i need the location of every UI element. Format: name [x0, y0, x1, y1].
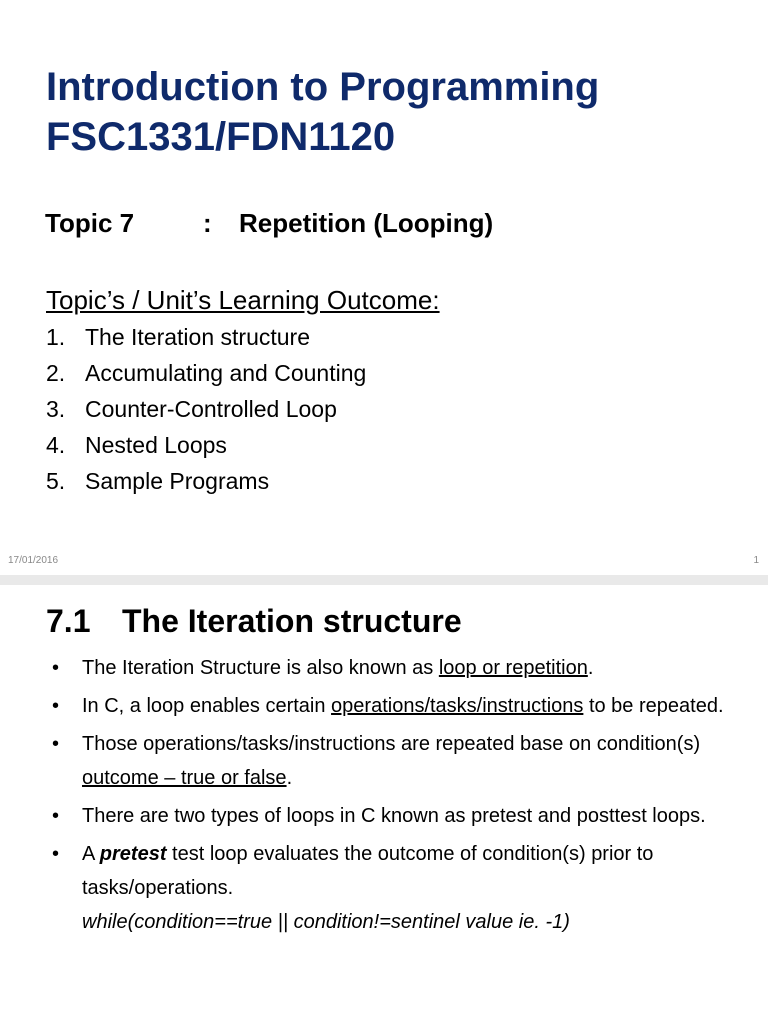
footer-page-number: 1: [753, 555, 759, 566]
code-example: while(condition==true || condition!=sentinel value ie. -1): [82, 911, 570, 933]
outcome-number: 5.: [46, 468, 66, 494]
bullet-item: [52, 837, 742, 939]
bullet-text: The Iteration Structure is also known as: [82, 657, 439, 679]
outcome-item: [46, 393, 366, 429]
bullet-text: There are two types of loops in C known as pretest and posttest loops.: [82, 805, 706, 827]
underlined-term: loop or repetition: [438, 657, 588, 679]
bullet-dot-icon: •: [52, 657, 60, 679]
bullet-text: In C, a loop enables certain: [82, 695, 332, 717]
outcome-number: 4.: [46, 432, 66, 458]
bullet-list: [52, 651, 742, 943]
underlined-term: outcome – true or false: [82, 767, 287, 789]
slide-separator: [0, 575, 768, 585]
learning-outcome-list: [46, 321, 366, 501]
bullet-item: [52, 651, 742, 685]
underlined-term: operations/tasks/instructions: [331, 695, 584, 717]
bullet-dot-icon: •: [52, 695, 60, 717]
slide-title: [46, 62, 599, 162]
topic-name: Repetition (Looping): [239, 208, 494, 238]
outcome-item: [46, 321, 366, 357]
outcome-text: Sample Programs: [85, 468, 270, 494]
outcome-item: [46, 357, 366, 393]
outcome-number: 3.: [46, 396, 66, 422]
outcome-number: 1.: [46, 324, 66, 350]
bullet-dot-icon: •: [52, 733, 60, 755]
bullet-dot-icon: •: [52, 805, 60, 827]
section-heading: [46, 601, 462, 641]
outcome-text: The Iteration structure: [85, 324, 310, 350]
bullet-text: .: [587, 657, 594, 679]
footer-date: 17/01/2016: [8, 555, 59, 566]
title-line-1: Introduction to Programming: [46, 65, 600, 109]
bullet-text: .: [286, 767, 293, 789]
bullet-text: Those operations/tasks/instructions are repeated base on condition(s): [82, 733, 701, 755]
topic-line: [45, 207, 493, 239]
bullet-text: test loop evaluates the outcome of condition(s) prior to tasks/operations.: [82, 843, 654, 899]
section-title: The Iteration structure: [122, 603, 462, 639]
bullet-item: [52, 799, 742, 833]
learning-outcome-heading: Topic’s / Unit’s Learning Outcome:: [46, 285, 440, 315]
emphasized-term: pretest: [99, 843, 167, 865]
outcome-item: [46, 429, 366, 465]
outcome-text: Nested Loops: [85, 432, 227, 458]
slide-2: [0, 585, 768, 1024]
title-line-2: FSC1331/FDN1120: [46, 115, 396, 159]
bullet-text: to be repeated.: [583, 695, 724, 717]
outcome-text: Counter-Controlled Loop: [85, 396, 337, 422]
topic-colon: :: [203, 208, 212, 238]
section-number: 7.1: [46, 603, 91, 639]
bullet-item: [52, 689, 742, 723]
bullet-item: [52, 727, 742, 795]
bullet-text: A: [82, 843, 100, 865]
outcome-number: 2.: [46, 360, 66, 386]
topic-label: Topic 7: [45, 208, 135, 238]
outcome-item: [46, 465, 366, 501]
outcome-text: Accumulating and Counting: [85, 360, 367, 386]
bullet-dot-icon: •: [52, 843, 60, 865]
